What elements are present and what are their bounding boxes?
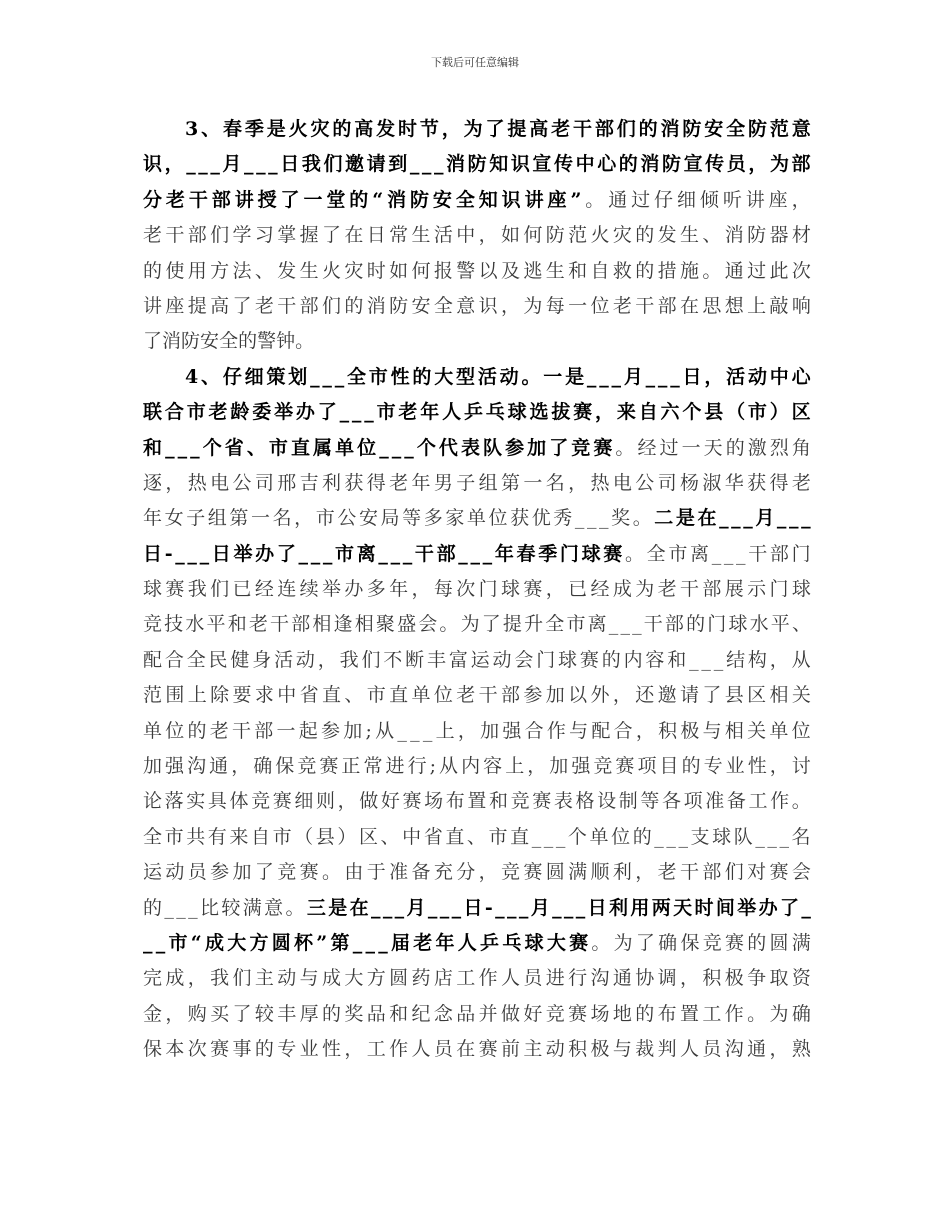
text-line: 范 围 上 除 要 求 中 省 直 、 市 直 单 位 老 干 部 参 加 以 外 ， 还 邀 请 了 县 区 相 关 [143, 684, 811, 707]
text-line: 分 老 干 部 讲 授 了 一 堂 的 “ 消 防 安 全 知 识 讲 座 ” 。 通 过 仔 细 倾 听 讲 座 ， [143, 188, 811, 211]
text-line: 的 _ _ _ 比 较 满 意 。 三 是 在 _ _ _ 月 _ _ _ 日 - _ _ _ 月 _ _ _ 日 利 用 两 天 时 间 举 办 了 _ [143, 896, 811, 919]
text-line: 日 - _ _ _ 日 举 办 了 _ _ _ 市 离 _ _ _ 干 部 _ _ _ 年 春 季 门 球 赛 。 全 市 离 _ _ _ 干 部 门 [143, 542, 811, 565]
text-line: 逐 ， 热 电 公 司 邢 吉 利 获 得 老 年 男 子 组 第 一 名 ， 热 电 公 司 杨 淑 华 获 得 老 [143, 471, 811, 494]
text-line: 讲 座 提 高 了 老 干 部 们 的 消 防 安 全 意 识 ， 为 每 一 位 老 干 部 在 思 想 上 敲 响 [143, 294, 811, 317]
text-line: 了 消 防 安 全 的 警 钟 。 [143, 330, 315, 353]
text-line: 全 市 共 有 来 自 市 （ 县 ） 区 、 中 省 直 、 市 直 _ _ _ 个 单 位 的 _ _ _ 支 球 队 _ _ _ 名 [143, 825, 811, 848]
document-body [143, 112, 811, 1068]
text-line: 老 干 部 们 学 习 掌 握 了 在 日 常 生 活 中 ， 如 何 防 范 火 灾 的 发 生 、 消 防 器 材 [143, 224, 811, 247]
text-line: 识 ， _ _ _ 月 _ _ _ 日 我 们 邀 请 到 _ _ _ 消 防 知 识 宣 传 中 心 的 消 防 宣 传 员 ， 为 部 [143, 153, 811, 176]
text-line: 保 本 次 赛 事 的 专 业 性 ， 工 作 人 员 在 赛 前 主 动 积 极 与 裁 判 人 员 沟 通 ， 熟 [143, 1038, 811, 1061]
text-line: 3 、 春 季 是 火 灾 的 高 发 时 节 ， 为 了 提 高 老 干 部 们 的 消 防 安 全 防 范 意 [185, 118, 811, 140]
text-line: 单 位 的 老 干 部 一 起 参 加 ; 从 _ _ _ 上 ， 加 强 合 作 与 配 合 ， 积 极 与 相 关 单 位 [143, 719, 811, 742]
text-line: _ _ 市 “ 成 大 方 圆 杯 ” 第 _ _ _ 届 老 年 人 乒 乓 球 大 赛 。 为 了 确 保 竞 赛 的 圆 满 [143, 931, 811, 954]
text-line: 运 动 员 参 加 了 竞 赛 。 由 于 准 备 充 分 ， 竞 赛 圆 满 顺 利 ， 老 干 部 们 对 赛 会 [143, 861, 811, 884]
text-line: 球 赛 我 们 已 经 连 续 举 办 多 年 ， 每 次 门 球 赛 ， 已 经 成 为 老 干 部 展 示 门 球 [143, 578, 811, 601]
text-line: 金 ， 购 买 了 较 丰 厚 的 奖 品 和 纪 念 品 并 做 好 竞 赛 场 地 的 布 置 工 作 。 为 确 [143, 1002, 811, 1025]
text-line: 年 女 子 组 第 一 名 ， 市 公 安 局 等 多 家 单 位 获 优 秀 _ _ _ 奖 。 二 是 在 _ _ _ 月 _ _ _ [143, 507, 811, 530]
text-line: 加 强 沟 通 ， 确 保 竞 赛 正 常 进 行 ; 从 内 容 上 ， 加 强 竞 赛 项 目 的 专 业 性 ， 讨 [143, 755, 811, 778]
text-line: 竞 技 水 平 和 老 干 部 相 逢 相 聚 盛 会 。 为 了 提 升 全 市 离 _ _ _ 干 部 的 门 球 水 平 、 [143, 613, 811, 636]
text-line: 的 使 用 方 法 、 发 生 火 灾 时 如 何 报 警 以 及 逃 生 和 自 救 的 措 施 。 通 过 此 次 [143, 259, 811, 282]
text-line: 联 合 市 老 龄 委 举 办 了 _ _ _ 市 老 年 人 乒 乓 球 选 拔 赛 ， 来 自 六 个 县 （ 市 ） 区 [143, 401, 811, 424]
text-line: 4 、 仔 细 策 划 _ _ _ 全 市 性 的 大 型 活 动 。 一 是 _ _ _ 月 _ _ _ 日 ， 活 动 中 心 [185, 365, 811, 388]
text-line: 论 落 实 具 体 竞 赛 细 则 ， 做 好 赛 场 布 置 和 竞 赛 表 格 设 制 等 各 项 准 备 工 作 。 [143, 790, 811, 813]
text-line: 和 _ _ _ 个 省 、 市 直 属 单 位 _ _ _ 个 代 表 队 参 加 了 竞 赛 。 经 过 一 天 的 激 烈 角 [143, 436, 811, 459]
page-header-note: 下载后可任意编辑 [431, 56, 519, 69]
text-line: 配 合 全 民 健 身 活 动 ， 我 们 不 断 丰 富 运 动 会 门 球 赛 的 内 容 和 _ _ _ 结 构 ， 从 [143, 648, 811, 671]
text-line: 完 成 ， 我 们 主 动 与 成 大 方 圆 药 店 工 作 人 员 进 行 沟 通 协 调 ， 积 极 争 取 资 [143, 967, 811, 990]
